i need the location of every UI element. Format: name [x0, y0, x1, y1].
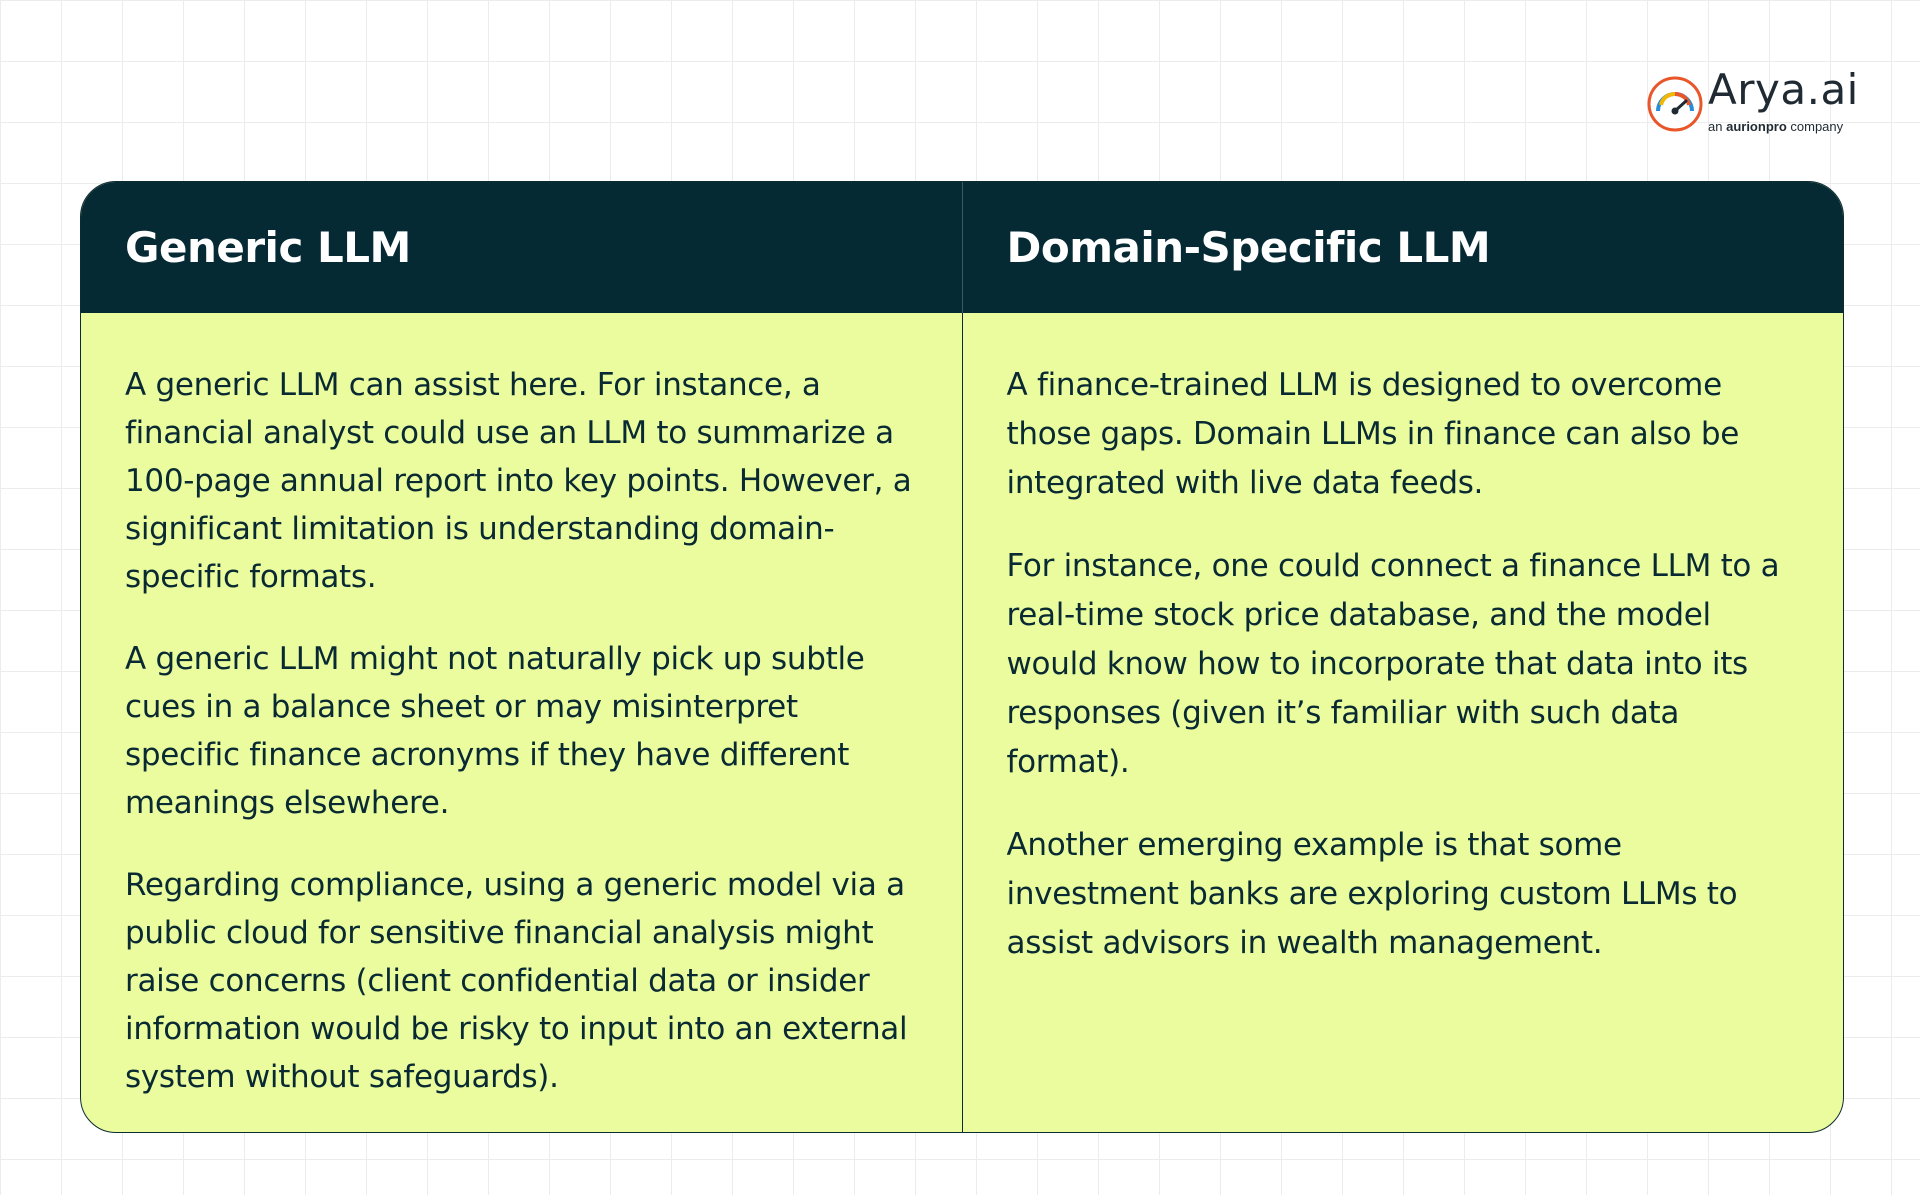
brand-name: Arya.ai [1708, 65, 1859, 114]
generic-llm-paragraph: A generic LLM might not naturally pick up subtle cues in a balance sheet or may misinterpret specific finance acronyms if they have different meanings elsewhere. [125, 641, 865, 821]
generic-llm-column [81, 313, 963, 1133]
brand-logo [1646, 65, 1859, 135]
domain-specific-llm-column [963, 313, 1844, 1133]
domain-llm-paragraph: For instance, one could connect a finance LLM to a real-time stock price database, and the model would know how to incorporate that data into its responses (given it’s familiar with such data format). [1006, 548, 1780, 780]
comparison-header [81, 182, 1843, 313]
domain-specific-llm-heading: Domain-Specific LLM [1006, 223, 1491, 272]
tagline-suffix: company [1790, 119, 1844, 134]
tagline-prefix: an [1708, 119, 1723, 134]
comparison-body [81, 313, 1843, 1133]
generic-llm-paragraph: A generic LLM can assist here. For instance, a financial analyst could use an LLM to summarize a 100-page annual report into key points. However, a significant limitation is understanding domain-specific formats. [125, 367, 912, 595]
comparison-table [80, 181, 1844, 1133]
domain-llm-paragraph: Another emerging example is that some investment banks are exploring custom LLMs to assist advisors in wealth management. [1006, 827, 1738, 961]
tagline-company: aurionpro [1726, 119, 1787, 134]
generic-llm-heading: Generic LLM [81, 182, 963, 313]
brand-tagline [1708, 119, 1843, 134]
gauge-logo-icon [1646, 75, 1704, 133]
domain-llm-paragraph: A finance-trained LLM is designed to overcome those gaps. Domain LLMs in finance can also be integrated with live data feeds. [1006, 367, 1739, 501]
generic-llm-paragraph: Regarding compliance, using a generic model via a public cloud for sensitive financial analysis might raise concerns (client confidential data or insider information would be risky to input into an external system without safeguards). [125, 867, 908, 1095]
